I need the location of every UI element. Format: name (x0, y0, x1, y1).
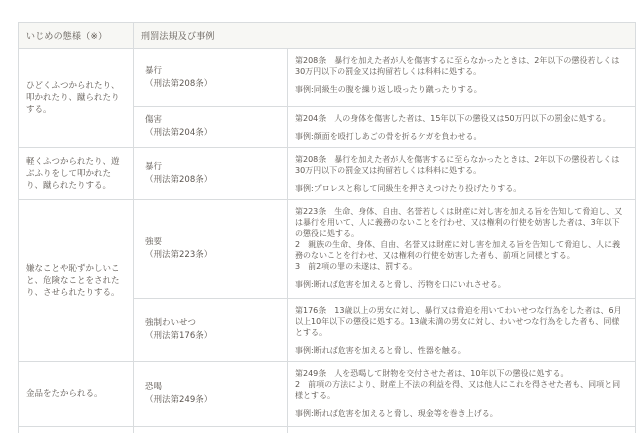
crime-name-cell (134, 148, 288, 200)
provision-cell (288, 148, 636, 200)
provision-text: 2 親族の生命、身体、自由、名誉又は財産に対し害を加える旨を告知して脅迫し、人に義務のないことを行わせ、又は権利の行使を妨害した者も、前項と同様とする。 (295, 240, 621, 260)
crime-name-cell (134, 49, 288, 107)
crime-name: 暴行 (145, 161, 163, 172)
provision-cell (288, 200, 636, 299)
table-row (19, 49, 636, 107)
table-row (19, 200, 636, 299)
example-text: 事例:同級生の腹を繰り返し殴ったり蹴ったりする。 (295, 85, 482, 94)
provision-text: 第208条 暴行を加えた者が人を傷害するに至らなかったときは、2年以下の懲役若しくは30万円以下の罰金又は拘留若しくは科料に処する。 (295, 56, 620, 76)
example-text: 事例:断れば危害を加えると脅し、現金等を巻き上げる。 (295, 409, 498, 418)
bullying-penal-table (18, 22, 636, 433)
bullying-type-cell: 軽くふつかられたり、遊ぶふりをして叩かれたり、蹴られたりする。 (19, 148, 134, 200)
bullying-type-cell (19, 427, 134, 433)
crime-name: 暴行 (145, 65, 163, 76)
crime-law-ref: （刑法第223条） (145, 250, 213, 260)
bullying-penal-table-wrap (18, 22, 635, 433)
crime-name-cell (134, 299, 288, 362)
bullying-type-cell: 嫌なことや恥ずかしいこと、危険なことをされたり、させられたりする。 (19, 200, 134, 362)
example-text: 事例:断れば危害を加えると脅し、汚物を口にいれさせる。 (295, 280, 506, 289)
crime-law-ref: （刑法第204条） (145, 128, 213, 138)
crime-name: 恐喝 (145, 382, 163, 392)
header-bullying-type: いじめの態様（※） (19, 23, 134, 49)
provision-text: 3 前2項の罪の未遂は、罰する。 (295, 262, 418, 271)
crime-name: 強制わいせつ (145, 318, 197, 328)
cut-off-row (19, 427, 636, 433)
provision-text: 第249条 人を恐喝して財物を交付させた者は、10年以下の懲役に処する。 (295, 369, 569, 378)
crime-name-cell (134, 107, 288, 148)
crime-law-ref: （刑法第249条） (145, 395, 213, 405)
bullying-type-cell: ひどくふつかられたり、叩かれたり、蹴られたりする。 (19, 49, 134, 148)
provision-cell (288, 49, 636, 107)
crime-name-cell (134, 200, 288, 299)
provision-cell (288, 362, 636, 427)
provision-text: 第176条 13歳以上の男女に対し、暴行又は脅迫を用いてわいせつな行為をした者は、6月以上10年以下の懲役に処する。13歳未満の男女に対し、わいせつな行為をした者も、同様とする。 (295, 306, 622, 337)
provision-cell (288, 107, 636, 148)
provision-text: 第223条 生命、身体、自由、名誉若しくは財産に対し害を加える旨を告知して脅迫し、又は暴行を用いて、人に義務のないことを行わせ、又は権利の行使を妨害した者は、3年以下の懲役に処する。 (295, 207, 623, 238)
header-penal-provisions: 刑罰法規及び事例 (134, 23, 636, 49)
provision-text: 第208条 暴行を加えた者が人を傷害するに至らなかったときは、2年以下の懲役若しくは30万円以下の罰金又は拘留若しくは科料に処する。 (295, 155, 620, 175)
table-header-row (19, 23, 636, 49)
example-text: 事例:断れば危害を加えると脅し、性器を触る。 (295, 346, 466, 355)
provision-text: 第204条 人の身体を傷害した者は、15年以下の懲役又は50万円以下の罰金に処する。 (295, 114, 611, 123)
crime-name: 強要 (145, 237, 163, 247)
bullying-type-cell: 金品をたかられる。 (19, 362, 134, 427)
crime-law-ref: （刑法第208条） (145, 174, 213, 185)
example-text: 事例:プロレスと称して同級生を押さえつけたり投げたりする。 (295, 184, 522, 193)
crime-name: 傷害 (145, 115, 163, 125)
crime-name-cell (134, 427, 288, 433)
crime-law-ref: （刑法第176条） (145, 331, 213, 341)
provision-text: 2 前項の方法により、財産上不法の利益を得、又は他人にこれを得させた者も、同項と同様とする。 (295, 380, 621, 400)
crime-law-ref: （刑法第208条） (145, 78, 213, 89)
provision-cell (288, 299, 636, 362)
table-row (19, 148, 636, 200)
table-row (19, 362, 636, 427)
crime-name-cell (134, 362, 288, 427)
example-text: 事例:顔面を殴打しあごの骨を折るケガを負わせる。 (295, 132, 482, 141)
provision-cell (288, 427, 636, 433)
